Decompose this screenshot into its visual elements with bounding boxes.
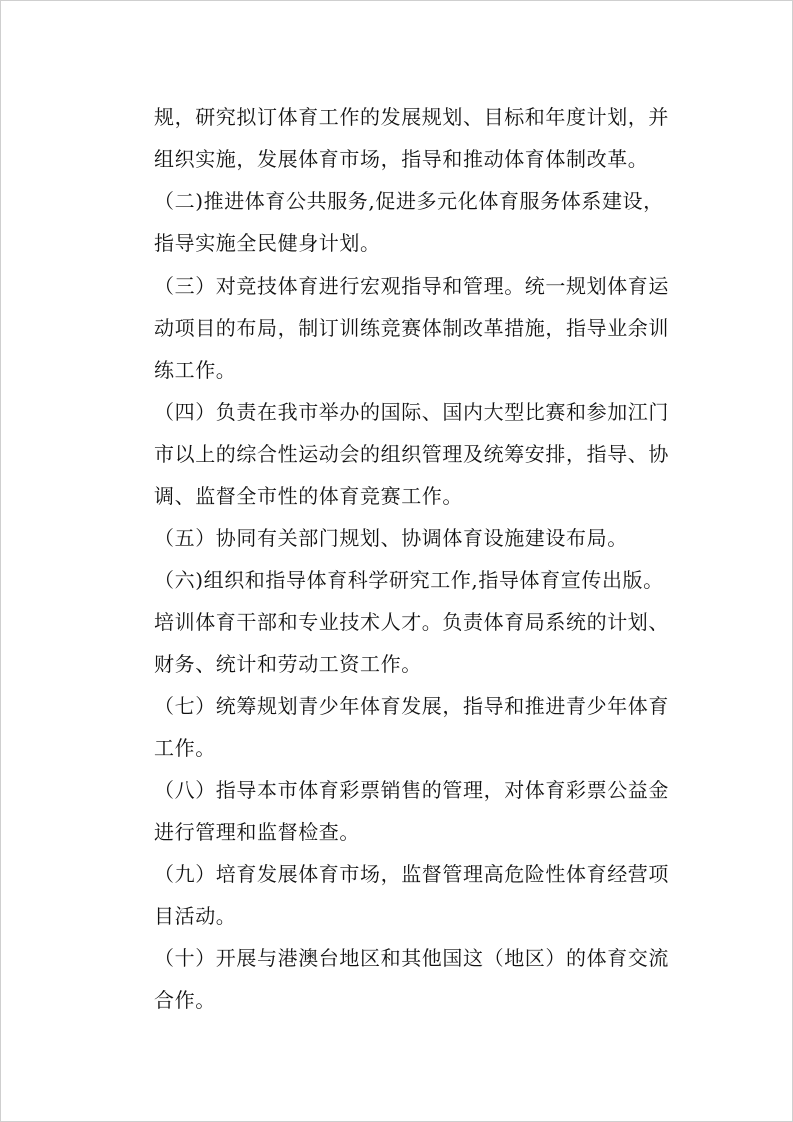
text-line: 合作。: [154, 988, 216, 1012]
text-line: 市以上的综合性运动会的组织管理及统筹安排，指导、协: [154, 442, 669, 466]
text-line: 动项目的布局，制订训练竞赛体制改革措施，指导业余训: [154, 316, 669, 340]
text-line: 指导实施全民健身计划。: [154, 231, 381, 255]
text-line: 工作。: [154, 736, 216, 760]
text-line: 培训体育干部和专业技术人才。负责体育局系统的计划、: [154, 610, 669, 634]
text-line: （三）对竞技体育进行宏观指导和管理。统一规划体育运: [154, 274, 669, 298]
text-line: （五）协同有关部门规划、协调体育设施建设布局。: [154, 526, 628, 550]
text-line: （七）统筹规划青少年体育发展，指导和推进青少年体育: [154, 694, 669, 718]
text-line: 规，研究拟订体育工作的发展规划、目标和年度计划，并: [154, 105, 669, 129]
text-line: 财务、统计和劳动工资工作。: [154, 652, 422, 676]
text-line: 调、监督全市性的体育竞赛工作。: [154, 484, 463, 508]
text-line: （四）负责在我市举办的国际、国内大型比赛和参加江门: [154, 400, 669, 424]
text-line: （六)组织和指导体育科学研究工作,指导体育宣传出版。: [154, 568, 664, 592]
text-line: 目活动。: [154, 904, 237, 928]
text-line: 组织实施，发展体育市场，指导和推动体育体制改革。: [154, 147, 649, 171]
text-line: （十）开展与港澳台地区和其他国这（地区）的体育交流: [154, 946, 669, 970]
text-line: （九）培育发展体育市场，监督管理高危险性体育经营项: [154, 862, 669, 886]
text-line: 进行管理和监督检查。: [154, 820, 360, 844]
text-line: 练工作。: [154, 358, 237, 382]
text-line: （八）指导本市体育彩票销售的管理，对体育彩票公益金: [154, 778, 669, 802]
text-line: （二)推进体育公共服务,促进多元化体育服务体系建设，: [154, 189, 664, 213]
